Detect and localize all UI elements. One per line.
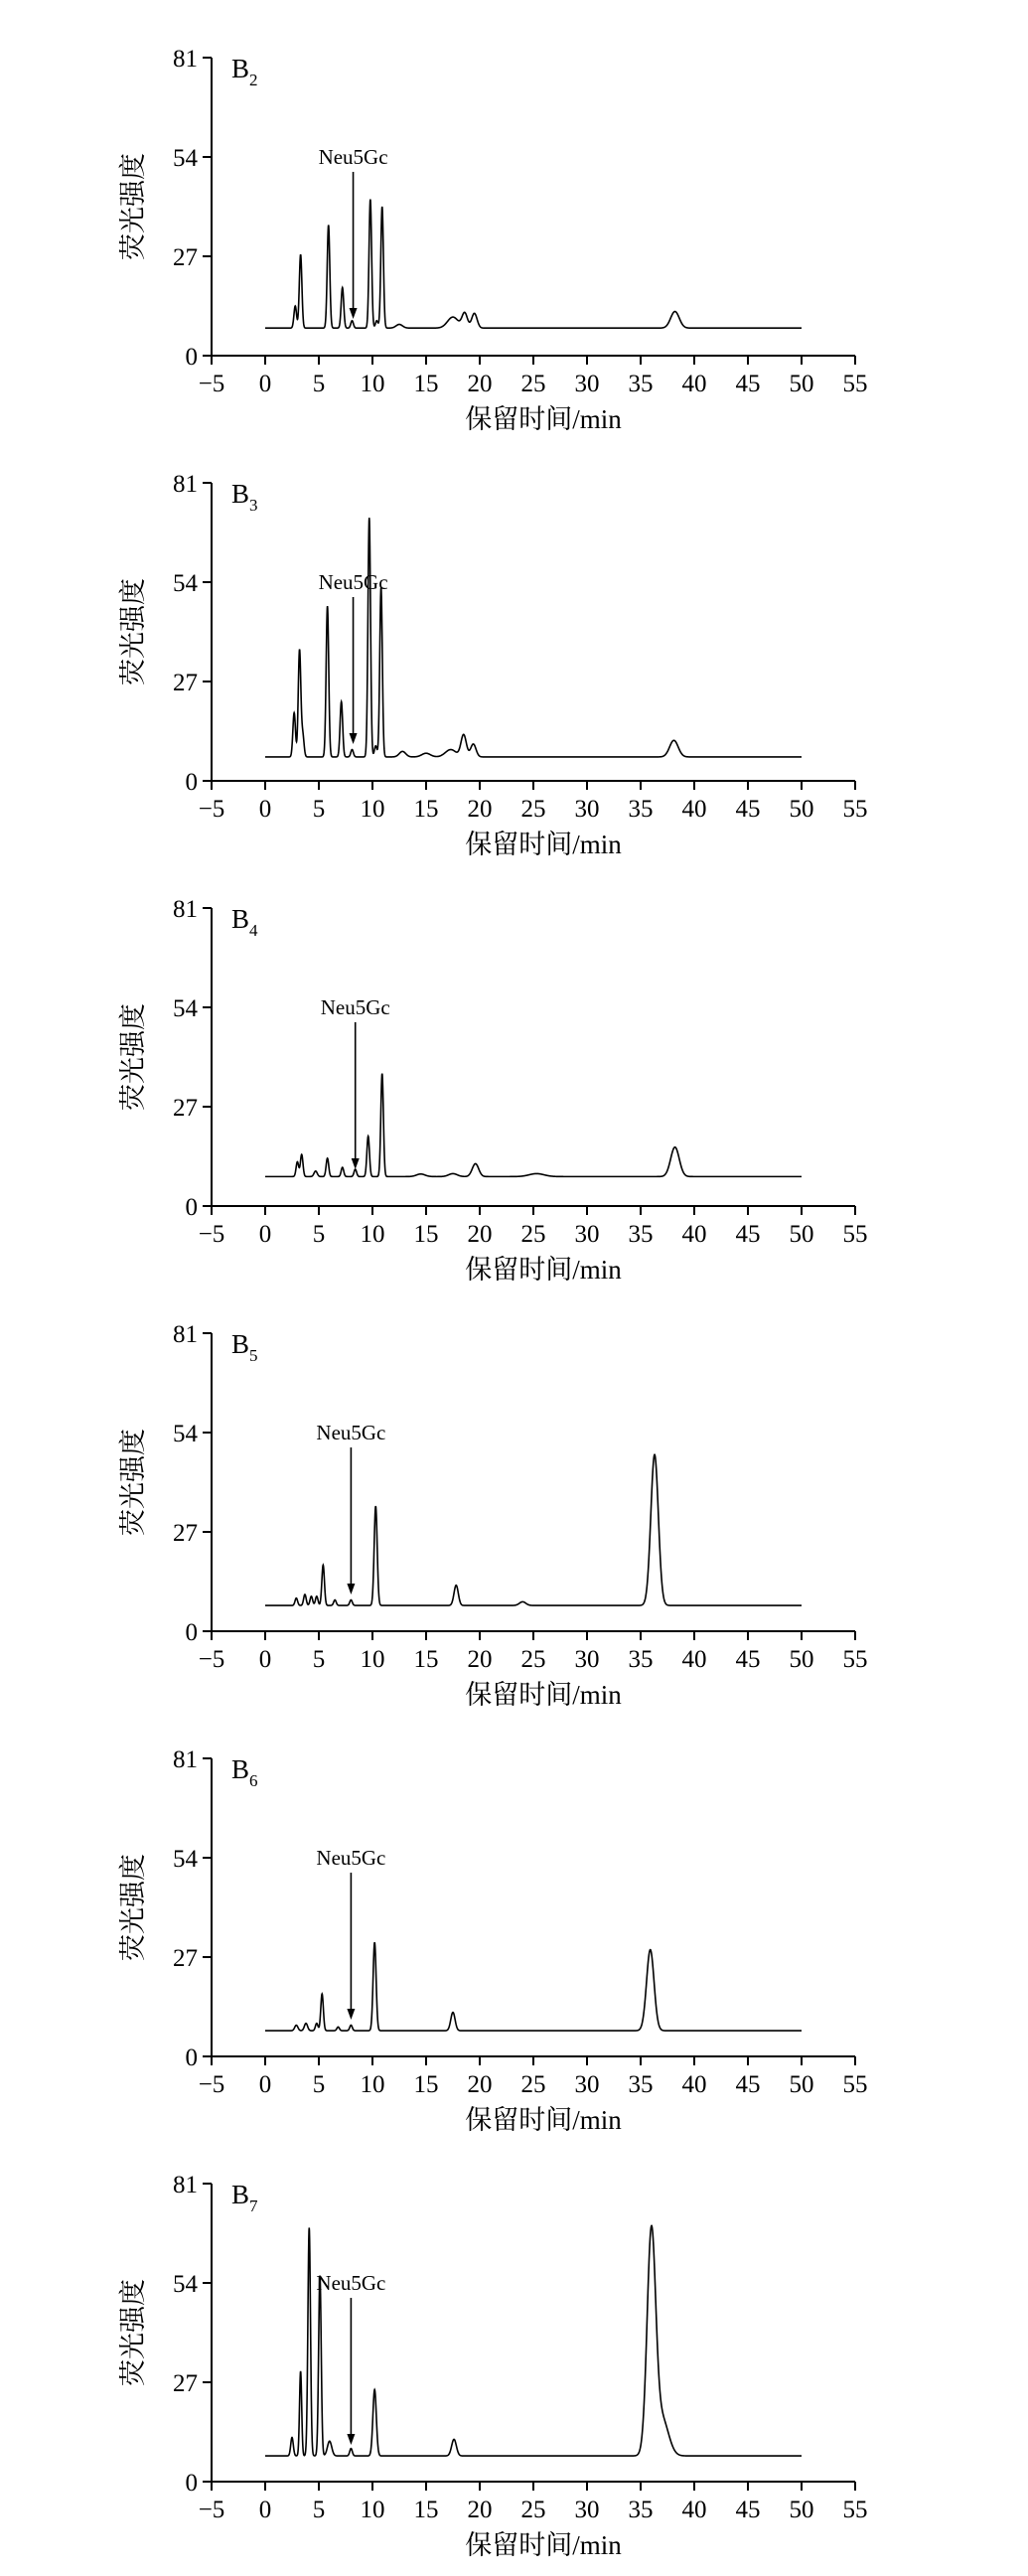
y-tick-label: 27 xyxy=(173,1520,198,1547)
annotation-arrow-head xyxy=(347,2434,355,2445)
annotation-arrow-head xyxy=(350,308,358,319)
x-tick-label: 15 xyxy=(413,2071,439,2098)
x-tick-label: 10 xyxy=(360,796,385,823)
x-tick-label: −5 xyxy=(198,2497,225,2523)
x-tick-label: 40 xyxy=(681,371,707,397)
panel-label-subscript: 3 xyxy=(249,496,258,515)
annotation-label: Neu5Gc xyxy=(320,995,390,1019)
x-tick-label: 55 xyxy=(842,1646,868,1673)
x-tick-label: 50 xyxy=(789,1221,814,1248)
x-tick-label: 5 xyxy=(312,2071,326,2098)
x-tick-label: 20 xyxy=(467,371,493,397)
x-tick-label: 0 xyxy=(258,796,272,823)
y-axis-label: 荧光强度 xyxy=(118,1003,148,1111)
x-tick-label: 55 xyxy=(842,796,868,823)
x-tick-label: 50 xyxy=(789,2497,814,2523)
x-tick-label: 30 xyxy=(574,2071,600,2098)
x-tick-label: 15 xyxy=(413,2497,439,2523)
x-tick-label: 40 xyxy=(681,2071,707,2098)
annotation-arrow-head xyxy=(350,733,358,744)
panel-label-subscript: 7 xyxy=(249,2197,258,2215)
y-tick-label: 54 xyxy=(173,1846,198,1873)
annotation-label: Neu5Gc xyxy=(316,1846,386,1870)
x-tick-label: 10 xyxy=(360,2071,385,2098)
x-tick-label: 50 xyxy=(789,371,814,397)
x-tick-label: 15 xyxy=(413,1646,439,1673)
chromatogram-panel-B2 xyxy=(118,46,868,434)
x-tick-label: 10 xyxy=(360,1221,385,1248)
x-tick-label: 30 xyxy=(574,1221,600,1248)
x-tick-label: 10 xyxy=(360,371,385,397)
x-tick-label: 25 xyxy=(520,2071,546,2098)
x-tick-label: 45 xyxy=(735,1221,761,1248)
y-tick-label: 81 xyxy=(173,2172,198,2198)
x-tick-label: 45 xyxy=(735,2497,761,2523)
chromatogram-panel-B5 xyxy=(118,1321,868,1710)
y-tick-label: 54 xyxy=(173,995,198,1022)
annotation-label: Neu5Gc xyxy=(318,145,388,169)
x-tick-label: 25 xyxy=(520,2497,546,2523)
x-tick-label: 20 xyxy=(467,2071,493,2098)
y-tick-label: 27 xyxy=(173,1095,198,1122)
y-tick-label: 81 xyxy=(173,1746,198,1773)
y-tick-label: 81 xyxy=(173,471,198,498)
y-tick-label: 27 xyxy=(173,1945,198,1972)
x-tick-label: 50 xyxy=(789,2071,814,2098)
x-tick-label: 20 xyxy=(467,796,493,823)
annotation-label: Neu5Gc xyxy=(316,2271,386,2295)
x-tick-label: 5 xyxy=(312,1221,326,1248)
y-tick-label: 0 xyxy=(185,344,198,371)
panel-label-subscript: 6 xyxy=(249,1771,258,1790)
x-axis-label: 保留时间/min xyxy=(465,1255,622,1285)
x-tick-label: 40 xyxy=(681,1221,707,1248)
x-tick-label: 0 xyxy=(258,1646,272,1673)
x-tick-label: 45 xyxy=(735,371,761,397)
x-tick-label: 15 xyxy=(413,796,439,823)
annotation-arrow-head xyxy=(347,1584,355,1594)
x-tick-label: 15 xyxy=(413,371,439,397)
x-tick-label: 40 xyxy=(681,1646,707,1673)
x-tick-label: 25 xyxy=(520,796,546,823)
chromatogram-trace xyxy=(265,1942,802,2031)
x-tick-label: 10 xyxy=(360,2497,385,2523)
x-tick-label: 0 xyxy=(258,371,272,397)
x-tick-label: 30 xyxy=(574,796,600,823)
chromatogram-trace xyxy=(265,1454,802,1605)
y-tick-label: 27 xyxy=(173,2370,198,2397)
x-tick-label: 35 xyxy=(628,1221,654,1248)
x-tick-label: 30 xyxy=(574,1646,600,1673)
x-tick-label: 55 xyxy=(842,1221,868,1248)
x-axis-label: 保留时间/min xyxy=(465,1680,622,1710)
x-tick-label: 20 xyxy=(467,1646,493,1673)
x-tick-label: 25 xyxy=(520,1646,546,1673)
x-tick-label: 35 xyxy=(628,1646,654,1673)
x-tick-label: 5 xyxy=(312,2497,326,2523)
chromatogram-trace xyxy=(265,1074,802,1177)
x-tick-label: 55 xyxy=(842,2071,868,2098)
x-tick-label: 35 xyxy=(628,2071,654,2098)
x-tick-label: 0 xyxy=(258,1221,272,1248)
x-tick-label: 5 xyxy=(312,371,326,397)
x-tick-label: 50 xyxy=(789,796,814,823)
panel-label: B xyxy=(231,904,250,934)
x-tick-label: −5 xyxy=(198,796,225,823)
chromatogram-trace xyxy=(265,518,802,757)
panel-label: B xyxy=(231,54,250,83)
y-axis-label: 荧光强度 xyxy=(118,2279,148,2386)
chromatogram-panel-B3 xyxy=(118,471,868,859)
annotation-label: Neu5Gc xyxy=(318,570,388,594)
annotation-label: Neu5Gc xyxy=(316,1421,386,1444)
x-tick-label: 10 xyxy=(360,1646,385,1673)
y-tick-label: 54 xyxy=(173,1421,198,1447)
x-tick-label: 45 xyxy=(735,2071,761,2098)
chromatogram-panel-B7 xyxy=(118,2172,868,2560)
panel-label: B xyxy=(231,479,250,509)
y-tick-label: 81 xyxy=(173,1321,198,1348)
x-tick-label: 35 xyxy=(628,2497,654,2523)
x-tick-label: 30 xyxy=(574,371,600,397)
chromatogram-panel-B6 xyxy=(118,1746,868,2135)
y-tick-label: 0 xyxy=(185,1619,198,1646)
panel-label: B xyxy=(231,1754,250,1784)
annotation-arrow-head xyxy=(352,1158,360,1169)
x-tick-label: 45 xyxy=(735,1646,761,1673)
y-tick-label: 54 xyxy=(173,2271,198,2298)
chromatogram-trace xyxy=(265,2225,802,2456)
x-tick-label: 25 xyxy=(520,1221,546,1248)
x-tick-label: −5 xyxy=(198,1221,225,1248)
panel-label-subscript: 5 xyxy=(249,1346,258,1365)
x-tick-label: −5 xyxy=(198,371,225,397)
panel-label-subscript: 4 xyxy=(249,921,258,940)
x-tick-label: 40 xyxy=(681,796,707,823)
x-tick-label: 55 xyxy=(842,371,868,397)
x-axis-label: 保留时间/min xyxy=(465,2530,622,2560)
y-tick-label: 54 xyxy=(173,145,198,172)
y-tick-label: 81 xyxy=(173,46,198,73)
x-tick-label: 35 xyxy=(628,371,654,397)
x-tick-label: 35 xyxy=(628,796,654,823)
x-axis-label: 保留时间/min xyxy=(465,404,622,434)
panel-label: B xyxy=(231,2180,250,2209)
x-tick-label: 0 xyxy=(258,2071,272,2098)
y-tick-label: 81 xyxy=(173,896,198,923)
panel-label-subscript: 2 xyxy=(249,71,258,89)
y-tick-label: 0 xyxy=(185,1194,198,1221)
x-tick-label: 25 xyxy=(520,371,546,397)
y-tick-label: 27 xyxy=(173,244,198,271)
x-tick-label: 0 xyxy=(258,2497,272,2523)
x-tick-label: −5 xyxy=(198,2071,225,2098)
x-tick-label: 15 xyxy=(413,1221,439,1248)
chromatogram-trace xyxy=(265,200,802,329)
x-tick-label: 45 xyxy=(735,796,761,823)
y-axis-label: 荧光强度 xyxy=(118,1429,148,1536)
y-tick-label: 27 xyxy=(173,670,198,696)
x-tick-label: −5 xyxy=(198,1646,225,1673)
y-axis-label: 荧光强度 xyxy=(118,1854,148,1961)
y-tick-label: 0 xyxy=(185,769,198,796)
x-tick-label: 20 xyxy=(467,1221,493,1248)
y-tick-label: 54 xyxy=(173,570,198,597)
x-tick-label: 5 xyxy=(312,796,326,823)
panel-label: B xyxy=(231,1329,250,1359)
x-tick-label: 55 xyxy=(842,2497,868,2523)
x-tick-label: 5 xyxy=(312,1646,326,1673)
y-tick-label: 0 xyxy=(185,2470,198,2497)
y-tick-label: 0 xyxy=(185,2045,198,2071)
x-tick-label: 30 xyxy=(574,2497,600,2523)
annotation-arrow-head xyxy=(347,2009,355,2020)
x-tick-label: 50 xyxy=(789,1646,814,1673)
x-tick-label: 40 xyxy=(681,2497,707,2523)
x-tick-label: 20 xyxy=(467,2497,493,2523)
chromatogram-panel-B4 xyxy=(118,896,868,1285)
x-axis-label: 保留时间/min xyxy=(465,830,622,859)
y-axis-label: 荧光强度 xyxy=(118,153,148,260)
x-axis-label: 保留时间/min xyxy=(465,2105,622,2135)
y-axis-label: 荧光强度 xyxy=(118,578,148,685)
